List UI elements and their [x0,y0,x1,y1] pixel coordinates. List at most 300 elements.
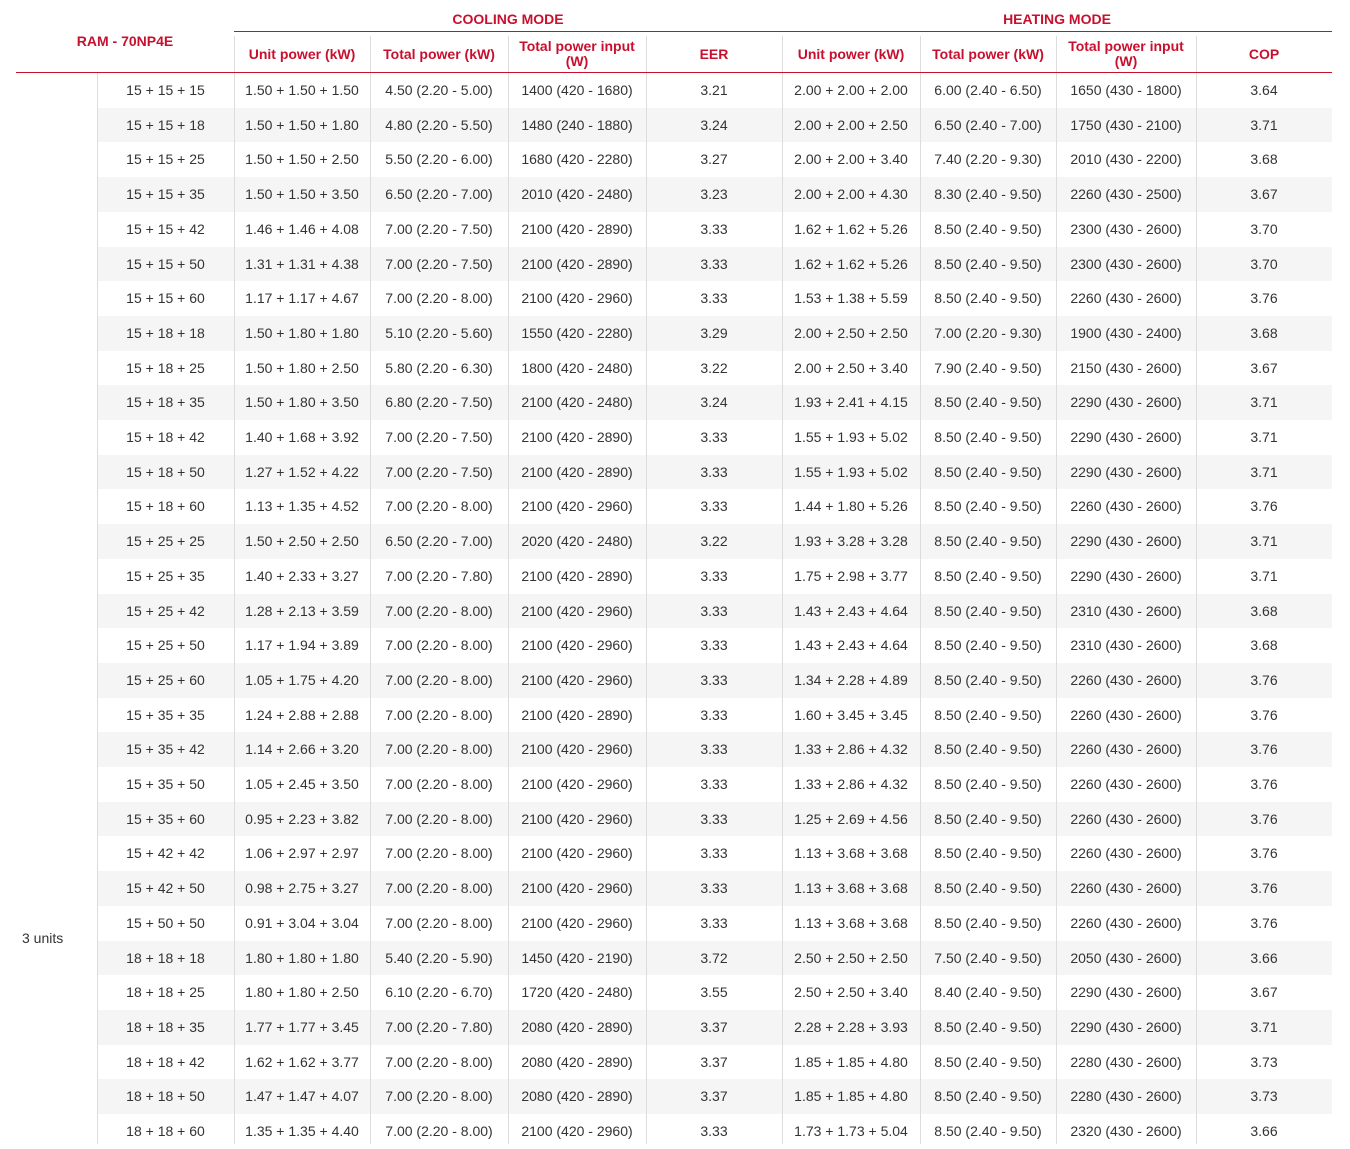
table-row [97,594,1332,629]
cooling-unit-power-cell: 0.95 + 2.23 + 3.82 [245,810,359,827]
cop-cell: 3.68 [1250,602,1278,619]
table-row [97,351,1332,386]
group-label: 3 units [22,930,64,946]
col-header-heating-unit-power: Unit power (kW) [797,45,905,62]
cop-cell: 3.70 [1250,220,1278,237]
table-row [97,628,1332,663]
cooling-unit-power-cell: 1.28 + 2.13 + 3.59 [245,602,359,619]
cooling-power-input-cell: 2100 (420 - 2890) [521,463,633,480]
eer-cell: 3.33 [700,567,728,584]
heating-unit-power-cell: 1.55 + 1.93 + 5.02 [794,429,908,445]
cooling-power-input-cell: 2100 (420 - 2890) [521,255,633,272]
heating-power-input-cell: 2290 (430 - 2600) [1070,429,1182,445]
cop-cell: 3.66 [1250,949,1278,966]
cooling-power-input-cell: 2100 (420 - 2480) [521,394,633,411]
heating-unit-power-cell: 1.13 + 3.68 + 3.68 [794,880,908,897]
header-separator [234,36,235,72]
heating-unit-power-cell: 1.13 + 3.68 + 3.68 [794,845,908,862]
heating-power-input-cell: 2300 (430 - 2600) [1070,220,1182,237]
heating-total-power-cell: 7.50 (2.40 - 9.50) [934,949,1042,966]
cooling-unit-power-cell: 1.77 + 1.77 + 3.45 [245,1018,359,1035]
cooling-unit-power-cell: 1.40 + 1.68 + 3.92 [245,429,359,445]
heating-power-input-cell: 2280 (430 - 2600) [1070,1053,1182,1070]
cooling-total-power-cell: 6.10 (2.20 - 6.70) [385,984,493,1001]
heating-total-power-cell: 8.50 (2.40 - 9.50) [934,290,1042,307]
cooling-mode-heading: COOLING MODE [452,11,564,27]
cooling-unit-power-cell: 1.46 + 1.46 + 4.08 [245,220,359,237]
cooling-power-input-cell: 2100 (420 - 2960) [521,498,633,515]
table-row [97,489,1332,524]
eer-cell: 3.24 [700,394,728,411]
cooling-unit-power-cell: 1.80 + 1.80 + 1.80 [245,949,359,966]
table-row [97,420,1332,455]
heating-total-power-cell: 8.50 (2.40 - 9.50) [934,567,1042,584]
cooling-power-input-cell: 2100 (420 - 2960) [521,810,633,827]
cop-cell: 3.66 [1250,1123,1278,1139]
combination-cell: 15 + 35 + 50 [126,776,205,792]
heating-unit-power-cell: 1.73 + 1.73 + 5.04 [794,1123,908,1139]
heating-total-power-cell: 8.50 (2.40 - 9.50) [934,914,1042,931]
heating-unit-power-cell: 1.43 + 2.43 + 4.64 [794,602,908,619]
cop-cell: 3.76 [1250,880,1278,897]
combination-cell: 18 + 18 + 50 [126,1088,205,1105]
cooling-total-power-cell: 5.50 (2.20 - 6.00) [385,151,493,168]
cooling-unit-power-cell: 1.17 + 1.94 + 3.89 [245,637,359,654]
cop-cell: 3.76 [1250,671,1278,688]
heating-power-input-cell: 2260 (430 - 2600) [1070,741,1182,758]
heating-power-input-cell: 2150 (430 - 2600) [1070,359,1182,376]
table-row [97,871,1332,906]
cooling-total-power-cell: 7.00 (2.20 - 8.00) [385,1123,493,1139]
heating-power-input-cell: 2260 (430 - 2600) [1070,498,1182,515]
cooling-power-input-cell: 1400 (420 - 1680) [521,82,633,98]
heating-unit-power-cell: 1.55 + 1.93 + 5.02 [794,463,908,480]
cooling-total-power-cell: 7.00 (2.20 - 8.00) [385,776,493,792]
combination-cell: 15 + 15 + 18 [126,116,205,133]
table-row [97,802,1332,837]
cooling-unit-power-cell: 1.50 + 1.80 + 1.80 [245,324,359,341]
cop-cell: 3.76 [1250,498,1278,515]
cooling-total-power-cell: 7.00 (2.20 - 8.00) [385,637,493,654]
combination-cell: 15 + 18 + 42 [126,429,205,445]
cooling-unit-power-cell: 1.17 + 1.17 + 4.67 [245,290,359,307]
eer-cell: 3.33 [700,602,728,619]
cooling-total-power-cell: 6.50 (2.20 - 7.00) [385,186,493,203]
col-header-cooling-power-input: Total power input (W) [519,38,635,69]
cooling-power-input-cell: 2100 (420 - 2960) [521,776,633,792]
eer-cell: 3.33 [700,429,728,445]
cooling-power-input-cell: 2100 (420 - 2960) [521,880,633,897]
cooling-power-input-cell: 2010 (420 - 2480) [521,186,633,203]
cop-cell: 3.76 [1250,706,1278,723]
header-separator [1196,36,1197,72]
combination-cell: 15 + 18 + 18 [126,324,205,341]
cooling-unit-power-cell: 1.27 + 1.52 + 4.22 [245,463,359,480]
eer-cell: 3.24 [700,116,728,133]
heating-power-input-cell: 2300 (430 - 2600) [1070,255,1182,272]
heating-unit-power-cell: 2.00 + 2.00 + 4.30 [794,186,908,203]
cooling-power-input-cell: 2100 (420 - 2960) [521,914,633,931]
eer-cell: 3.55 [700,984,728,1001]
cooling-power-input-cell: 1550 (420 - 2280) [521,324,633,341]
heating-total-power-cell: 8.50 (2.40 - 9.50) [934,429,1042,445]
cooling-total-power-cell: 7.00 (2.20 - 8.00) [385,290,493,307]
heating-power-input-cell: 2290 (430 - 2600) [1070,463,1182,480]
heating-unit-power-cell: 1.33 + 2.86 + 4.32 [794,776,908,792]
table-row [97,906,1332,941]
header-separator [508,36,509,72]
eer-cell: 3.33 [700,255,728,272]
eer-cell: 3.29 [700,324,728,341]
cooling-power-input-cell: 1680 (420 - 2280) [521,151,633,168]
table-row [97,732,1332,767]
heating-unit-power-cell: 1.85 + 1.85 + 4.80 [794,1053,908,1070]
heating-total-power-cell: 8.30 (2.40 - 9.50) [934,186,1042,203]
heating-total-power-cell: 8.50 (2.40 - 9.50) [934,498,1042,515]
heating-total-power-cell: 8.40 (2.40 - 9.50) [934,984,1042,1001]
heating-total-power-cell: 8.50 (2.40 - 9.50) [934,776,1042,792]
table-row [97,559,1332,594]
heating-unit-power-cell: 1.13 + 3.68 + 3.68 [794,914,908,931]
heating-power-input-cell: 2260 (430 - 2600) [1070,671,1182,688]
combination-cell: 15 + 35 + 60 [126,810,205,827]
cooling-power-input-cell: 2100 (420 - 2960) [521,845,633,862]
cooling-power-input-cell: 2080 (420 - 2890) [521,1088,633,1105]
combination-cell: 15 + 18 + 50 [126,463,205,480]
col-header-eer: EER [699,45,729,62]
eer-cell: 3.21 [700,82,728,98]
col-header-cop: COP [1248,45,1280,62]
cooling-unit-power-cell: 1.05 + 2.45 + 3.50 [245,776,359,792]
heating-power-input-cell: 2260 (430 - 2600) [1070,290,1182,307]
cop-cell: 3.73 [1250,1053,1278,1070]
eer-cell: 3.33 [700,290,728,307]
heating-unit-power-cell: 2.00 + 2.00 + 2.50 [794,116,908,133]
eer-cell: 3.33 [700,706,728,723]
cooling-total-power-cell: 7.00 (2.20 - 8.00) [385,845,493,862]
cop-cell: 3.67 [1250,359,1278,376]
table-row [97,1010,1332,1045]
cooling-mode-rule [234,31,782,32]
heating-power-input-cell: 1650 (430 - 1800) [1070,82,1182,98]
header-separator [646,36,647,72]
heating-total-power-cell: 8.50 (2.40 - 9.50) [934,220,1042,237]
eer-cell: 3.27 [700,151,728,168]
table-row [97,316,1332,351]
table-row [97,524,1332,559]
table-row [97,663,1332,698]
cop-cell: 3.68 [1250,324,1278,341]
combination-cell: 15 + 18 + 25 [126,359,205,376]
cooling-total-power-cell: 7.00 (2.20 - 7.80) [385,567,493,584]
combination-cell: 15 + 15 + 42 [126,220,205,237]
table-row [97,108,1332,143]
eer-cell: 3.33 [700,1123,728,1139]
heating-power-input-cell: 1750 (430 - 2100) [1070,116,1182,133]
cop-cell: 3.71 [1250,394,1278,411]
heating-total-power-cell: 6.50 (2.40 - 7.00) [934,116,1042,133]
column-separator [782,73,783,1144]
combination-cell: 15 + 15 + 25 [126,151,205,168]
heating-total-power-cell: 7.40 (2.20 - 9.30) [934,151,1042,168]
cooling-unit-power-cell: 1.40 + 2.33 + 3.27 [245,567,359,584]
cooling-unit-power-cell: 1.13 + 1.35 + 4.52 [245,498,359,515]
cooling-total-power-cell: 7.00 (2.20 - 8.00) [385,706,493,723]
cooling-total-power-cell: 7.00 (2.20 - 7.50) [385,220,493,237]
eer-cell: 3.33 [700,498,728,515]
heating-mode-heading: HEATING MODE [1003,11,1111,27]
table-row [97,73,1332,108]
combination-cell: 15 + 15 + 50 [126,255,205,272]
cooling-power-input-cell: 2100 (420 - 2960) [521,602,633,619]
combination-cell: 18 + 18 + 60 [126,1123,205,1139]
cop-cell: 3.67 [1250,186,1278,203]
cooling-total-power-cell: 7.00 (2.20 - 8.00) [385,741,493,758]
heating-unit-power-cell: 1.44 + 1.80 + 5.26 [794,498,908,515]
heating-total-power-cell: 8.50 (2.40 - 9.50) [934,1123,1042,1139]
table-row [97,455,1332,490]
table-row [97,1079,1332,1114]
cooling-unit-power-cell: 1.35 + 1.35 + 4.40 [245,1123,359,1139]
cooling-power-input-cell: 2100 (420 - 2960) [521,637,633,654]
heating-unit-power-cell: 1.60 + 3.45 + 3.45 [794,706,908,723]
table-row [97,212,1332,247]
eer-cell: 3.33 [700,637,728,654]
heating-unit-power-cell: 1.93 + 2.41 + 4.15 [794,394,908,411]
combination-cell: 18 + 18 + 35 [126,1018,205,1035]
col-header-heating-total-power: Total power (kW) [932,45,1044,62]
cooling-total-power-cell: 4.80 (2.20 - 5.50) [385,116,493,133]
eer-cell: 3.33 [700,810,728,827]
eer-cell: 3.33 [700,845,728,862]
combination-cell: 18 + 18 + 18 [126,949,205,966]
combination-cell: 18 + 18 + 42 [126,1053,205,1070]
cooling-power-input-cell: 2100 (420 - 2890) [521,429,633,445]
column-separator [508,73,509,1144]
cooling-power-input-cell: 2100 (420 - 2890) [521,567,633,584]
heating-unit-power-cell: 2.00 + 2.50 + 3.40 [794,359,908,376]
cooling-unit-power-cell: 1.50 + 1.50 + 1.50 [245,82,359,98]
eer-cell: 3.33 [700,741,728,758]
heating-total-power-cell: 8.50 (2.40 - 9.50) [934,741,1042,758]
heating-power-input-cell: 2260 (430 - 2500) [1070,186,1182,203]
heating-power-input-cell: 2260 (430 - 2600) [1070,810,1182,827]
heating-mode-rule [782,31,1332,32]
heating-total-power-cell: 8.50 (2.40 - 9.50) [934,810,1042,827]
heating-total-power-cell: 8.50 (2.40 - 9.50) [934,394,1042,411]
heating-power-input-cell: 2260 (430 - 2600) [1070,880,1182,897]
combination-cell: 18 + 18 + 25 [126,984,205,1001]
cooling-unit-power-cell: 1.24 + 2.88 + 2.88 [245,706,359,723]
cooling-unit-power-cell: 1.14 + 2.66 + 3.20 [245,741,359,758]
combination-cell: 15 + 25 + 35 [126,567,205,584]
combination-cell: 15 + 15 + 35 [126,186,205,203]
column-separator [370,73,371,1144]
cooling-total-power-cell: 7.00 (2.20 - 8.00) [385,1053,493,1070]
eer-cell: 3.33 [700,671,728,688]
heating-unit-power-cell: 1.75 + 2.98 + 3.77 [794,567,908,584]
heating-unit-power-cell: 1.62 + 1.62 + 5.26 [794,220,908,237]
cooling-total-power-cell: 7.00 (2.20 - 8.00) [385,1088,493,1105]
heating-total-power-cell: 8.50 (2.40 - 9.50) [934,602,1042,619]
header-separator [920,36,921,72]
heating-power-input-cell: 2260 (430 - 2600) [1070,914,1182,931]
cop-cell: 3.71 [1250,533,1278,550]
heating-total-power-cell: 8.50 (2.40 - 9.50) [934,637,1042,654]
cop-cell: 3.76 [1250,741,1278,758]
cooling-total-power-cell: 7.00 (2.20 - 7.50) [385,429,493,445]
table-row [97,698,1332,733]
col-header-cooling-unit-power: Unit power (kW) [248,45,356,62]
heating-total-power-cell: 6.00 (2.40 - 6.50) [934,82,1042,98]
eer-cell: 3.37 [700,1088,728,1105]
table-row [97,941,1332,976]
cooling-unit-power-cell: 1.50 + 1.50 + 1.80 [245,116,359,133]
cop-cell: 3.76 [1250,845,1278,862]
heating-power-input-cell: 2280 (430 - 2600) [1070,1088,1182,1105]
table-row [97,767,1332,802]
heating-power-input-cell: 2320 (430 - 2600) [1070,1123,1182,1139]
cooling-power-input-cell: 1800 (420 - 2480) [521,359,633,376]
cooling-unit-power-cell: 1.50 + 2.50 + 2.50 [245,533,359,550]
model-name: RAM - 70NP4E [76,33,174,49]
combination-cell: 15 + 35 + 35 [126,706,205,723]
cop-cell: 3.71 [1250,1018,1278,1035]
column-separator [1056,73,1057,1144]
table-row [97,247,1332,282]
heating-unit-power-cell: 2.00 + 2.00 + 3.40 [794,151,908,168]
col-header-heating-power-input: Total power input (W) [1068,38,1184,69]
heating-power-input-cell: 2310 (430 - 2600) [1070,637,1182,654]
combination-cell: 15 + 18 + 35 [126,394,205,411]
cooling-power-input-cell: 2100 (420 - 2960) [521,741,633,758]
combination-cell: 15 + 15 + 15 [126,82,205,98]
table-row [97,385,1332,420]
heating-power-input-cell: 1900 (430 - 2400) [1070,324,1182,341]
cooling-total-power-cell: 7.00 (2.20 - 8.00) [385,880,493,897]
heating-unit-power-cell: 1.85 + 1.85 + 4.80 [794,1088,908,1105]
heating-unit-power-cell: 1.53 + 1.38 + 5.59 [794,290,908,307]
cooling-total-power-cell: 7.00 (2.20 - 8.00) [385,671,493,688]
cop-cell: 3.67 [1250,984,1278,1001]
heating-power-input-cell: 2010 (430 - 2200) [1070,151,1182,168]
heating-power-input-cell: 2310 (430 - 2600) [1070,602,1182,619]
heating-power-input-cell: 2290 (430 - 2600) [1070,533,1182,550]
heating-unit-power-cell: 2.00 + 2.00 + 2.00 [794,82,908,98]
heating-total-power-cell: 8.50 (2.40 - 9.50) [934,1053,1042,1070]
heating-power-input-cell: 2260 (430 - 2600) [1070,776,1182,792]
heating-total-power-cell: 8.50 (2.40 - 9.50) [934,706,1042,723]
cop-cell: 3.76 [1250,914,1278,931]
cooling-total-power-cell: 6.50 (2.20 - 7.00) [385,533,493,550]
eer-cell: 3.33 [700,220,728,237]
eer-cell: 3.37 [700,1018,728,1035]
table-row [97,281,1332,316]
cooling-power-input-cell: 2100 (420 - 2890) [521,220,633,237]
cooling-total-power-cell: 5.80 (2.20 - 6.30) [385,359,493,376]
combination-cell: 15 + 25 + 42 [126,602,205,619]
cooling-power-input-cell: 2100 (420 - 2960) [521,290,633,307]
cooling-total-power-cell: 5.10 (2.20 - 5.60) [385,324,493,341]
cooling-unit-power-cell: 1.05 + 1.75 + 4.20 [245,671,359,688]
heating-unit-power-cell: 2.50 + 2.50 + 3.40 [794,984,908,1001]
cooling-power-input-cell: 1450 (420 - 2190) [521,949,633,966]
heating-power-input-cell: 2260 (430 - 2600) [1070,706,1182,723]
cooling-unit-power-cell: 1.50 + 1.80 + 3.50 [245,394,359,411]
heating-power-input-cell: 2290 (430 - 2600) [1070,394,1182,411]
table-row [97,1114,1332,1149]
heating-unit-power-cell: 1.34 + 2.28 + 4.89 [794,671,908,688]
cooling-power-input-cell: 2080 (420 - 2890) [521,1053,633,1070]
cooling-total-power-cell: 6.80 (2.20 - 7.50) [385,394,493,411]
combination-cell: 15 + 42 + 42 [126,845,205,862]
combination-cell: 15 + 25 + 50 [126,637,205,654]
cooling-unit-power-cell: 0.91 + 3.04 + 3.04 [245,914,359,931]
cooling-power-input-cell: 1480 (240 - 1880) [521,116,633,133]
cop-cell: 3.71 [1250,567,1278,584]
eer-cell: 3.37 [700,1053,728,1070]
combination-cell: 15 + 42 + 50 [126,880,205,897]
cooling-total-power-cell: 7.00 (2.20 - 7.80) [385,1018,493,1035]
cooling-power-input-cell: 2100 (420 - 2890) [521,706,633,723]
heating-total-power-cell: 7.90 (2.40 - 9.50) [934,359,1042,376]
cooling-total-power-cell: 7.00 (2.20 - 8.00) [385,914,493,931]
eer-cell: 3.33 [700,463,728,480]
eer-cell: 3.33 [700,880,728,897]
cop-cell: 3.64 [1250,82,1278,98]
cooling-total-power-cell: 7.00 (2.20 - 7.50) [385,463,493,480]
cooling-unit-power-cell: 1.06 + 2.97 + 2.97 [245,845,359,862]
heating-unit-power-cell: 1.62 + 1.62 + 5.26 [794,255,908,272]
combination-cell: 15 + 50 + 50 [126,914,205,931]
table-row [97,975,1332,1010]
cooling-power-input-cell: 2020 (420 - 2480) [521,533,633,550]
cooling-total-power-cell: 7.00 (2.20 - 8.00) [385,602,493,619]
cooling-unit-power-cell: 1.80 + 1.80 + 2.50 [245,984,359,1001]
heating-total-power-cell: 8.50 (2.40 - 9.50) [934,255,1042,272]
cooling-unit-power-cell: 1.47 + 1.47 + 4.07 [245,1088,359,1105]
table-row [97,836,1332,871]
heating-unit-power-cell: 2.28 + 2.28 + 3.93 [794,1018,908,1035]
eer-cell: 3.23 [700,186,728,203]
cop-cell: 3.68 [1250,637,1278,654]
heating-power-input-cell: 2290 (430 - 2600) [1070,1018,1182,1035]
heating-unit-power-cell: 1.33 + 2.86 + 4.32 [794,741,908,758]
cop-cell: 3.71 [1250,116,1278,133]
cooling-unit-power-cell: 0.98 + 2.75 + 3.27 [245,880,359,897]
cop-cell: 3.73 [1250,1088,1278,1105]
col-header-cooling-total-power: Total power (kW) [383,45,495,62]
heating-total-power-cell: 8.50 (2.40 - 9.50) [934,671,1042,688]
cooling-power-input-cell: 2080 (420 - 2890) [521,1018,633,1035]
cop-cell: 3.76 [1250,290,1278,307]
eer-cell: 3.22 [700,533,728,550]
combination-cell: 15 + 15 + 60 [126,290,205,307]
heating-power-input-cell: 2260 (430 - 2600) [1070,845,1182,862]
heating-unit-power-cell: 1.93 + 3.28 + 3.28 [794,533,908,550]
cooling-unit-power-cell: 1.62 + 1.62 + 3.77 [245,1053,359,1070]
heating-total-power-cell: 8.50 (2.40 - 9.50) [934,533,1042,550]
cooling-unit-power-cell: 1.31 + 1.31 + 4.38 [245,255,359,272]
cop-cell: 3.71 [1250,429,1278,445]
cooling-total-power-cell: 7.00 (2.20 - 8.00) [385,498,493,515]
column-separator [97,73,98,1144]
heating-power-input-cell: 2290 (430 - 2600) [1070,567,1182,584]
cooling-unit-power-cell: 1.50 + 1.50 + 2.50 [245,151,359,168]
cooling-power-input-cell: 1720 (420 - 2480) [521,984,633,1001]
heating-total-power-cell: 8.50 (2.40 - 9.50) [934,1088,1042,1105]
column-separator [234,73,235,1144]
